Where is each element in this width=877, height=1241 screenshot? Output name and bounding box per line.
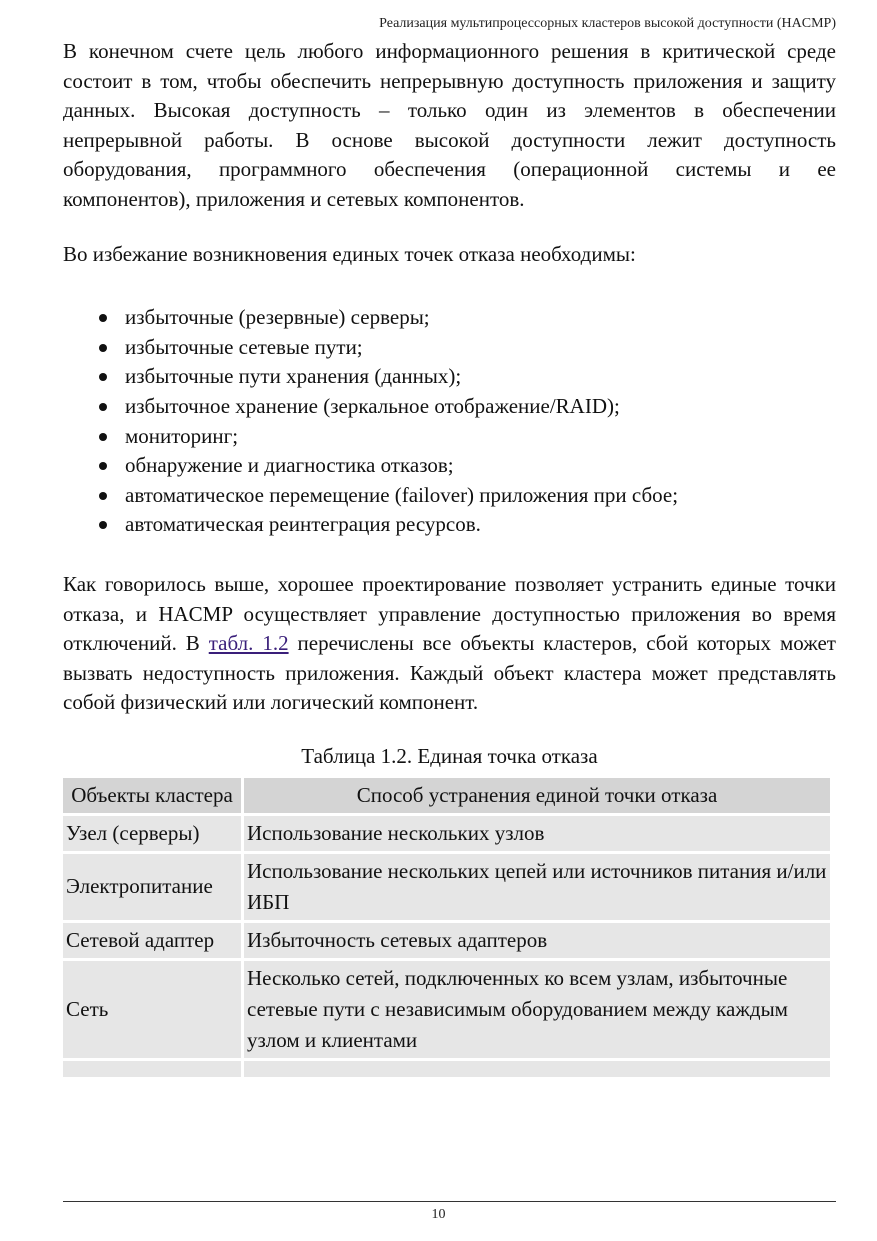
footer-divider bbox=[63, 1201, 836, 1202]
bullet-icon bbox=[99, 403, 107, 411]
bullet-icon bbox=[99, 462, 107, 470]
list-item: избыточное хранение (зеркальное отображение/RAID); bbox=[63, 392, 836, 422]
bullet-icon bbox=[99, 433, 107, 441]
page-content bbox=[63, 37, 836, 1080]
list-item: избыточные (резервные) серверы; bbox=[63, 303, 836, 333]
table-caption: Таблица 1.2. Единая точка отказа bbox=[301, 743, 598, 768]
list-item: автоматическое перемещение (failover) приложения при сбое; bbox=[63, 481, 836, 511]
table-cell-method bbox=[244, 1061, 830, 1077]
table-row bbox=[63, 961, 830, 1058]
list-item: автоматическая реинтеграция ресурсов. bbox=[63, 510, 836, 540]
bullet-icon bbox=[99, 314, 107, 322]
spof-requirements-list bbox=[63, 303, 836, 540]
spof-lead-paragraph: Во избежание возникновения единых точек отказа необходимы: bbox=[63, 241, 636, 266]
list-item: мониторинг; bbox=[63, 422, 836, 452]
table-cell-method: Использование нескольких цепей или источников питания и/или ИБП bbox=[244, 854, 830, 920]
table-row bbox=[63, 1061, 830, 1077]
page-number: 10 bbox=[431, 1207, 446, 1222]
table-cell-method: Несколько сетей, подключенных ко всем узлам, избыточные сетевые пути с независимым оборудованием между каждым узлом и клиентами bbox=[244, 961, 830, 1058]
bullet-icon bbox=[99, 521, 107, 529]
table-cell-object bbox=[63, 1061, 241, 1077]
table-row bbox=[63, 854, 830, 920]
table-row bbox=[63, 816, 830, 851]
header-elimination-method: Способ устранения единой точки отказа bbox=[244, 778, 830, 813]
table-cell-object: Электропитание bbox=[63, 854, 241, 920]
table-cell-method: Избыточность сетевых адаптеров bbox=[244, 923, 830, 958]
table-cell-object: Узел (серверы) bbox=[63, 816, 241, 851]
running-header: Реализация мультипроцессорных кластеров высокой доступности (HACMP) bbox=[379, 16, 836, 31]
table-reference-link[interactable]: табл. 1.2 bbox=[208, 631, 289, 656]
bullet-icon bbox=[99, 373, 107, 381]
bullet-icon bbox=[99, 344, 107, 352]
intro-paragraph: В конечном счете цель любого информационного решения в критической среде состоит в том, чтобы обеспечить непрерывную доступность приложения и защиту данных. Высокая доступность – только один из элементов в обеспечении непрерывной работы. В основе высокой доступности лежит доступность оборудования, программного обеспечения (операционной системы и ее компонентов), приложения и сетевых компонентов. bbox=[63, 39, 836, 211]
list-item: избыточные пути хранения (данных); bbox=[63, 362, 836, 392]
table-cell-object: Сеть bbox=[63, 961, 241, 1058]
table-row bbox=[63, 923, 830, 958]
design-paragraph: Как говорилось выше, хорошее проектирование позволяет устранить единые точки отказа, и HACMP осуществляет управление доступностью приложения во время отключений. В табл. 1.2 перечислены все объекты кластеров, сбой которых может вызвать недоступность приложения. Каждый объект кластера может представлять собой физический или логический компонент. bbox=[63, 571, 836, 715]
header-cluster-objects: Объекты кластера bbox=[63, 778, 241, 813]
bullet-icon bbox=[99, 492, 107, 500]
list-item: обнаружение и диагностика отказов; bbox=[63, 451, 836, 481]
list-item: избыточные сетевые пути; bbox=[63, 333, 836, 363]
table-cell-object: Сетевой адаптер bbox=[63, 923, 241, 958]
table-cell-method: Использование нескольких узлов bbox=[244, 816, 830, 851]
table-header-row bbox=[63, 778, 830, 813]
spof-table bbox=[60, 775, 833, 1080]
